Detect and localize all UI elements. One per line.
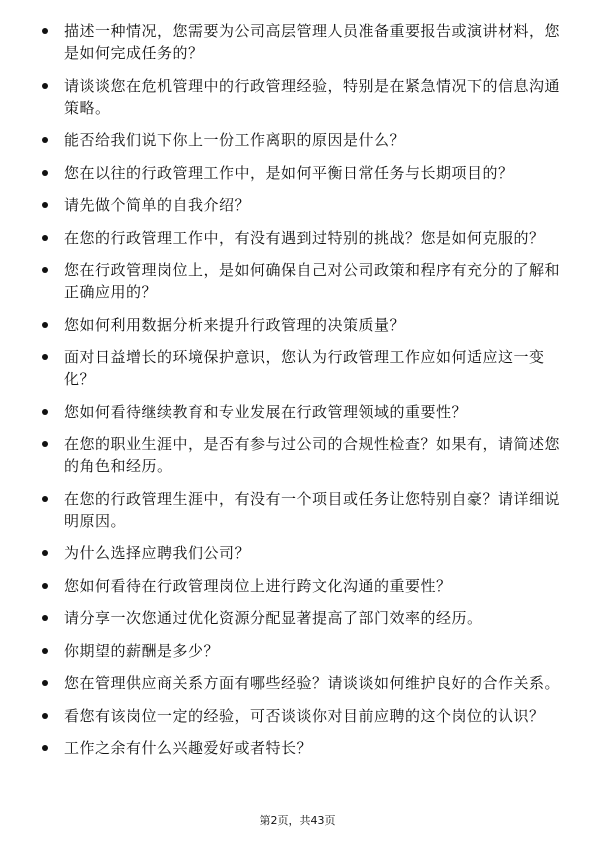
bullet-icon (42, 83, 48, 89)
list-item (42, 488, 572, 532)
question-text: 你期望的薪酬是多少？ (64, 641, 220, 660)
list-item (42, 259, 572, 303)
question-text: 您如何看待在行政管理岗位上进行跨文化沟通的重要性？ (64, 576, 452, 595)
question-list (42, 20, 572, 770)
question-text: 在您的职业生涯中，是否有参与过公司的合规性检查？如果有，请简述您的角色和经历。 (64, 435, 561, 475)
list-item (42, 640, 572, 662)
bullet-icon (42, 235, 48, 241)
list-item (42, 433, 572, 477)
list-item (42, 575, 572, 597)
question-text: 您如何利用数据分析来提升行政管理的决策质量？ (64, 315, 406, 334)
bullet-icon (42, 648, 48, 654)
bullet-icon (42, 322, 48, 328)
list-item (42, 20, 572, 64)
bullet-icon (42, 550, 48, 556)
question-text: 请先做个简单的自我介绍？ (64, 196, 251, 214)
question-text: 为什么选择应聘我们公司？ (64, 544, 251, 562)
question-text: 请分享一次您通过优化资源分配显著提高了部门效率的经历。 (64, 609, 483, 627)
list-item (42, 227, 572, 249)
list-item (42, 346, 572, 390)
question-text: 能否给我们说下你上一份工作离职的原因是什么？ (64, 131, 406, 149)
bullet-icon (42, 441, 48, 447)
bullet-icon (42, 496, 48, 502)
bullet-icon (42, 202, 48, 208)
list-item (42, 542, 572, 564)
bullet-icon (42, 583, 48, 589)
list-item (42, 194, 572, 216)
list-item (42, 737, 572, 759)
question-text: 描述一种情况，您需要为公司高层管理人员准备重要报告或演讲材料，您是如何完成任务的？ (64, 22, 561, 62)
list-item (42, 705, 572, 727)
question-text: 您在行政管理岗位上，是如何确保自己对公司政策和程序有充分的了解和正确应用的？ (64, 261, 561, 301)
list-item (42, 314, 572, 336)
list-item (42, 672, 572, 694)
list-item (42, 129, 572, 151)
bullet-icon (42, 137, 48, 143)
bullet-icon (42, 745, 48, 751)
list-item (42, 401, 572, 423)
question-text: 看您有该岗位一定的经验，可否谈谈你对目前应聘的这个岗位的认识？ (64, 706, 545, 725)
question-text: 工作之余有什么兴趣爱好或者特长？ (64, 739, 313, 757)
list-item (42, 607, 572, 629)
question-text: 您在以往的行政管理工作中，是如何平衡日常任务与长期项目的？ (64, 163, 514, 182)
bullet-icon (42, 354, 48, 360)
bullet-icon (42, 409, 48, 415)
list-item (42, 162, 572, 184)
bullet-icon (42, 680, 48, 686)
question-text: 您在管理供应商关系方面有哪些经验？请谈谈如何维护良好的合作关系。 (64, 674, 561, 692)
bullet-icon (42, 267, 48, 273)
question-text: 在您的行政管理生涯中，有没有一个项目或任务让您特别自豪？请详细说明原因。 (64, 489, 561, 530)
list-item (42, 75, 572, 119)
question-text: 面对日益增长的环境保护意识，您认为行政管理工作应如何适应这一变化？ (64, 348, 545, 388)
question-text: 在您的行政管理工作中，有没有遇到过特别的挑战？您是如何克服的？ (64, 228, 545, 247)
question-text: 您如何看待继续教育和专业发展在行政管理领域的重要性？ (64, 402, 468, 421)
question-text: 请谈谈您在危机管理中的行政管理经验，特别是在紧急情况下的信息沟通策略。 (64, 76, 561, 117)
page-number: 第2页，共43页 (259, 814, 336, 827)
bullet-icon (42, 713, 48, 719)
bullet-icon (42, 28, 48, 34)
bullet-icon (42, 170, 48, 176)
bullet-icon (42, 615, 48, 621)
